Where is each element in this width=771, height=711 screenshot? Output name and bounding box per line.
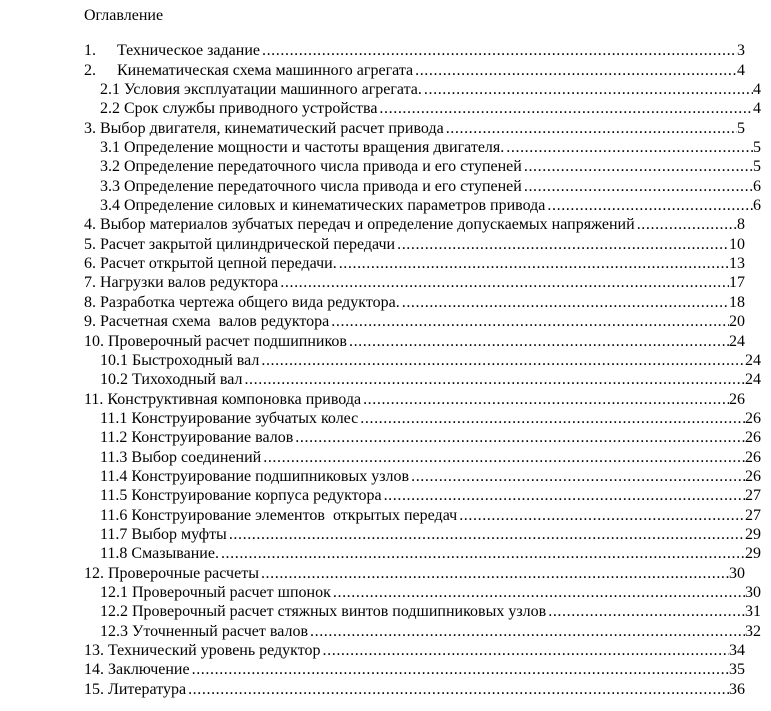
toc-entry-number: 10.2: [100, 371, 128, 389]
toc-leader-dots: [379, 99, 753, 118]
toc-entry-number: 10.: [84, 332, 104, 350]
toc-entry-page: 24: [745, 371, 761, 389]
toc-leader-dots: [263, 448, 745, 467]
toc-leader-dots: [192, 660, 729, 679]
toc-leader-dots: [349, 332, 729, 351]
toc-entry-number: 12.1: [100, 583, 128, 601]
toc-entry-page: 29: [745, 545, 761, 563]
toc-entry[interactable]: [84, 544, 761, 563]
toc-entry-title: Выбор материалов зубчатых передач и определение допускаемых напряжений: [100, 216, 635, 234]
toc-entry-page: 4: [753, 81, 761, 99]
toc-leader-dots: [637, 215, 737, 234]
toc-entry-number: 8.: [84, 293, 96, 311]
toc-leader-dots: [339, 254, 729, 273]
toc-entry[interactable]: [84, 390, 745, 409]
toc-entry-title: Расчет открытой цепной передачи.: [100, 255, 337, 273]
toc-entry-number: 11.8: [100, 545, 128, 563]
toc-entry-page: 26: [729, 390, 745, 408]
toc-entry-number: 5.: [84, 235, 96, 253]
toc-leader-dots: [524, 177, 753, 196]
toc-entry-number: 11.: [84, 390, 104, 408]
toc-entry[interactable]: [84, 564, 745, 583]
toc-entry-title: Конструирование подшипниковых узлов: [131, 467, 410, 485]
toc-entry-page: 27: [745, 487, 761, 505]
toc-entry-title: Выбор муфты: [131, 525, 227, 543]
toc-entry-title: Проверочный расчет подшипников: [108, 332, 347, 350]
toc-entry-title: Срок службы приводного устройства: [124, 100, 378, 118]
toc-entry-number: 2.2: [100, 100, 120, 118]
toc-entry-number: 11.3: [100, 448, 128, 466]
toc-entry[interactable]: [84, 138, 761, 157]
toc-entry-page: 34: [729, 642, 745, 659]
toc-entry-title: Заключение: [108, 661, 190, 679]
toc-leader-dots: [363, 390, 729, 409]
toc-entry-page: 26: [745, 429, 761, 447]
toc-entry[interactable]: [84, 428, 761, 447]
toc-leader-dots: [331, 312, 729, 331]
toc-entry[interactable]: [84, 660, 745, 679]
toc-entry-title: Расчетная схема валов редуктора: [100, 313, 330, 331]
toc-entry-title: Конструирование зубчатых колес: [131, 409, 359, 427]
toc-leader-dots: [524, 157, 753, 176]
toc-entry[interactable]: [84, 61, 745, 80]
toc-entry[interactable]: [84, 254, 745, 273]
toc-entry-page: 30: [729, 564, 745, 582]
toc-entry-title: Литература: [108, 680, 187, 698]
toc-entry-number: 12.3: [100, 622, 128, 640]
toc-leader-dots: [360, 409, 745, 428]
toc-entry-page: 27: [745, 506, 761, 524]
toc-entry[interactable]: [84, 312, 745, 331]
toc-entry-title: Проверочный расчет шпонок: [132, 583, 331, 601]
toc-entry-page: 24: [745, 351, 761, 369]
toc-entry-number: 3.: [84, 119, 96, 137]
toc-entry-page: 26: [745, 409, 761, 427]
toc-entry-page: 26: [745, 448, 761, 466]
page-title: Оглавление: [84, 7, 164, 24]
toc-entry-title: Разработка чертежа общего вида редуктора.: [100, 293, 400, 311]
toc-entry-title: Кинематическая схема машинного агрегата: [117, 61, 414, 79]
toc-entry-number: 3.4: [100, 197, 120, 215]
toc-entry-page: 30: [745, 583, 761, 601]
toc-leader-dots: [397, 235, 729, 254]
toc-entry-page: 5: [737, 119, 745, 137]
toc-entry-title: Тихоходный вал: [132, 371, 243, 389]
toc-list: [84, 41, 761, 699]
toc-entry[interactable]: [84, 506, 761, 525]
toc-leader-dots: [261, 564, 729, 583]
toc-entry-number: 10.1: [100, 351, 128, 369]
toc-entry-number: 7.: [84, 274, 96, 292]
toc-entry-number: 2.: [84, 61, 96, 79]
toc-leader-dots: [229, 525, 745, 544]
toc-entry-page: 4: [753, 100, 761, 118]
toc-entry-title: Конструирование корпуса редуктора: [131, 487, 382, 505]
toc-leader-dots: [548, 602, 745, 621]
toc-entry-number: 11.2: [100, 429, 128, 447]
toc-entry-number: 1.: [84, 42, 96, 60]
toc-entry-page: 6: [753, 177, 761, 195]
toc-entry[interactable]: [84, 370, 761, 389]
toc-entry-number: 9.: [84, 313, 96, 331]
toc-leader-dots: [424, 80, 753, 99]
toc-entry[interactable]: [84, 99, 761, 118]
toc-entry-title: Выбор двигателя, кинематический расчет привода: [100, 119, 444, 137]
toc-leader-dots: [333, 583, 745, 602]
toc-entry-title: Конструктивная компоновка привода: [107, 390, 362, 408]
toc-entry-number: 3.1: [100, 139, 120, 157]
toc-entry-title: Определение мощности и частоты вращения двигателя.: [124, 139, 505, 157]
toc-entry-page: 10: [729, 235, 745, 253]
toc-entry[interactable]: [84, 157, 761, 176]
toc-entry-page: 35: [729, 661, 745, 679]
toc-entry-page: 32: [745, 622, 761, 640]
toc-entry-number: 13.: [84, 642, 104, 659]
toc-entry-title: Смазывание.: [131, 545, 219, 563]
toc-entry[interactable]: [84, 235, 745, 254]
toc-entry-number: 11.1: [100, 409, 128, 427]
toc-leader-dots: [384, 486, 745, 505]
toc-entry-number: 14.: [84, 661, 104, 679]
toc-entry-title: Определение передаточного числа привода и его ступеней: [124, 158, 522, 176]
toc-entry-page: 26: [745, 467, 761, 485]
toc-entry-title: Расчет закрытой цилиндрической передачи: [100, 235, 396, 253]
toc-entry-title: Условия эксплуатации машинного агрегата.: [124, 81, 422, 99]
toc-entry[interactable]: [84, 641, 745, 660]
toc-entry-title: Конструирование валов: [131, 429, 294, 447]
toc-leader-dots: [280, 273, 729, 292]
toc-entry-page: 24: [729, 332, 745, 350]
toc-leader-dots: [221, 544, 745, 563]
toc-entry[interactable]: [84, 680, 745, 699]
toc-leader-dots: [295, 428, 745, 447]
toc-leader-dots: [323, 641, 729, 660]
toc-entry-number: 11.4: [100, 467, 128, 485]
toc-entry-number: 6.: [84, 255, 96, 273]
toc-leader-dots: [415, 61, 737, 80]
toc-entry-title: Уточненный расчет валов: [132, 622, 308, 640]
toc-entry-title: Конструирование элементов открытых передач: [131, 506, 458, 524]
toc-entry[interactable]: [84, 409, 761, 428]
toc-entry[interactable]: [84, 196, 761, 215]
toc-entry[interactable]: [84, 41, 745, 60]
toc-entry-title: Определение передаточного числа привода и его ступеней: [124, 177, 522, 195]
toc-leader-dots: [402, 293, 729, 312]
toc-entry-title: Технический уровень редуктор: [108, 642, 321, 659]
toc-leader-dots: [244, 370, 745, 389]
toc-entry-page: 8: [737, 216, 745, 234]
toc-entry-number: 15.: [84, 680, 104, 698]
toc-entry-title: Проверочный расчет стяжных винтов подшипниковых узлов: [132, 603, 547, 621]
toc-entry[interactable]: [84, 486, 761, 505]
toc-leader-dots: [262, 41, 737, 60]
toc-entry-page: 18: [729, 293, 745, 311]
toc-entry[interactable]: [84, 622, 761, 641]
toc-entry-page: 29: [745, 525, 761, 543]
toc-entry[interactable]: [84, 525, 761, 544]
toc-entry-title: Определение силовых и кинематических параметров привода: [124, 197, 546, 215]
toc-entry[interactable]: [84, 602, 761, 621]
toc-leader-dots: [547, 196, 753, 215]
toc-entry-number: 11.7: [100, 525, 128, 543]
toc-leader-dots: [459, 506, 745, 525]
toc-leader-dots: [261, 351, 745, 370]
toc-leader-dots: [188, 680, 729, 699]
toc-entry-page: 13: [729, 255, 745, 273]
toc-entry[interactable]: [84, 583, 761, 602]
toc-entry-title: Быстроходный вал: [132, 351, 260, 369]
toc-leader-dots: [310, 622, 745, 641]
toc-entry[interactable]: [84, 215, 745, 234]
toc-entry[interactable]: [84, 332, 745, 351]
toc-entry-title: Выбор соединений: [131, 448, 262, 466]
toc-entry[interactable]: [84, 351, 761, 370]
toc-entry-number: 3.3: [100, 177, 120, 195]
toc-entry-page: 6: [753, 197, 761, 215]
toc-leader-dots: [506, 138, 753, 157]
toc-leader-dots: [411, 467, 745, 486]
toc-leader-dots: [446, 119, 737, 138]
toc-entry-page: 4: [737, 61, 745, 79]
toc-entry[interactable]: [84, 119, 745, 138]
toc-entry[interactable]: [84, 80, 761, 99]
toc-entry-title: Проверочные расчеты: [108, 564, 259, 582]
toc-entry-number: 11.6: [100, 506, 128, 524]
toc-entry-page: 5: [753, 158, 761, 176]
toc-entry-title: Техническое задание: [117, 42, 260, 60]
toc-entry-page: 20: [729, 313, 745, 331]
toc-entry-page: 17: [729, 274, 745, 292]
toc-entry[interactable]: [84, 273, 745, 292]
toc-entry[interactable]: [84, 293, 745, 312]
toc-entry-title: Нагрузки валов редуктора: [100, 274, 279, 292]
toc-entry-number: 4.: [84, 216, 96, 234]
toc-entry-page: 36: [729, 680, 745, 698]
toc-entry-number: 3.2: [100, 158, 120, 176]
toc-entry[interactable]: [84, 448, 761, 467]
toc-entry[interactable]: [84, 467, 761, 486]
toc-entry-number: 12.: [84, 564, 104, 582]
toc-entry[interactable]: [84, 177, 761, 196]
toc-entry-page: 5: [753, 139, 761, 157]
toc-entry-number: 12.2: [100, 603, 128, 621]
toc-entry-page: 31: [745, 603, 761, 621]
toc-entry-number: 2.1: [100, 81, 120, 99]
toc-entry-page: 3: [737, 42, 745, 60]
toc-entry-number: 11.5: [100, 487, 128, 505]
